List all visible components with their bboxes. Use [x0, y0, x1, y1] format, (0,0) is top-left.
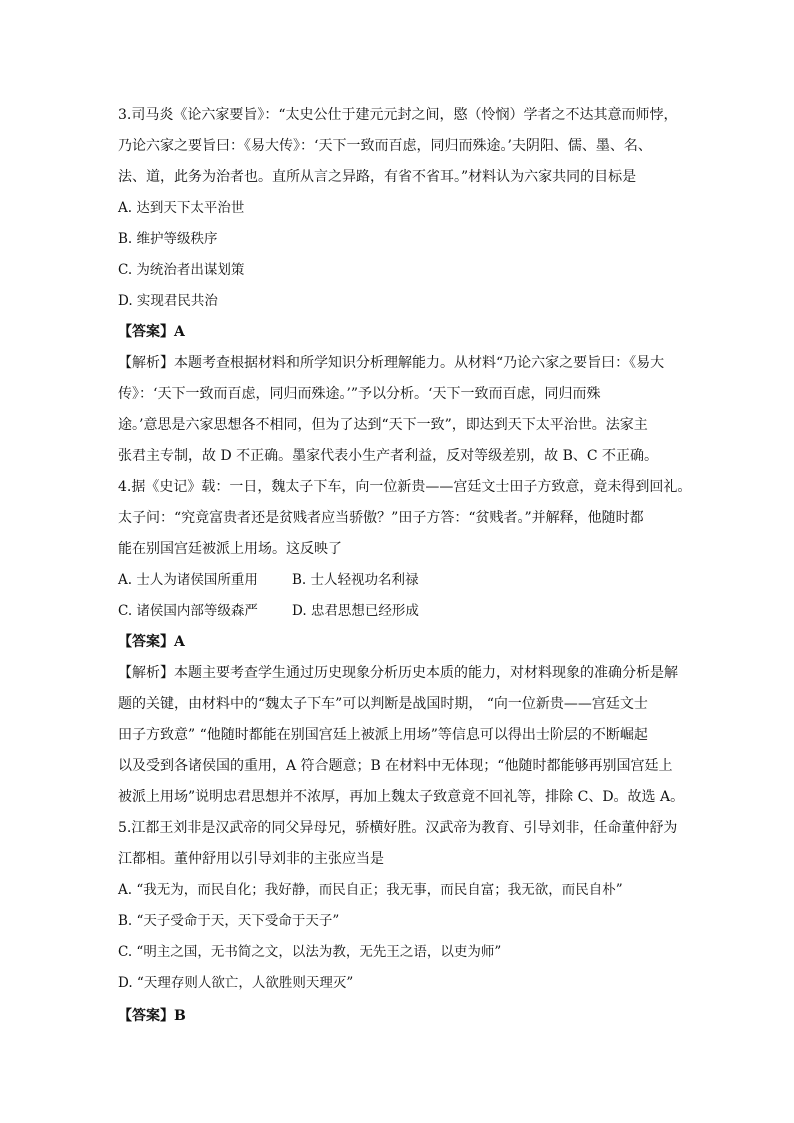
q3-analysis-line-4: 张君主专制，故 D 不正确。墨家代表小生产者利益，反对等级差别，故 B、C 不正确。: [118, 448, 659, 464]
q4-analysis-line-4: 以及受到各诸侯国的重用，A 符合题意；B 在材料中无体现；“他随时都能够再别国宫廷上: [118, 758, 673, 774]
q5-answer: 【答案】B: [118, 1008, 186, 1024]
q5-option-d: D. “天理存则人欲亡，人欲胜则天理灭”: [118, 975, 354, 991]
q4-analysis-line-3: 田子方致意” “他随时都能在别国宫廷上被派上用场”等信息可以得出士阶层的不断崛起: [118, 727, 648, 743]
q3-stem-line-3: 法、道，此务为治者也。直所从言之异路，有省不省耳。”材料认为六家共同的目标是: [118, 169, 637, 185]
q5-option-c: C. “明主之国，无书简之文，以法为教，无先王之语，以吏为师”: [118, 944, 502, 960]
q4-analysis-line-5: 被派上用场”说明忠君思想并不浓厚，再加上魏太子致意竟不回礼等，排除 C、D。故选 A。: [118, 789, 685, 805]
q4-option-b: B. 士人轻视功名利禄: [292, 572, 419, 588]
q5-stem-line-2: 江都相。董仲舒用以引导刘非的主张应当是: [118, 851, 384, 867]
q4-option-c: C. 诸侯国内部等级森严: [118, 603, 258, 619]
q4-answer: 【答案】A: [118, 634, 185, 650]
q5-option-b: B. “天子受命于天，天下受命于天子”: [118, 913, 340, 929]
q3-answer: 【答案】A: [118, 324, 185, 340]
q4-analysis-line-2: 题的关键，由材料中的“魏太子下车”可以判断是战国时期， “向一位新贵——宫廷文士: [118, 696, 648, 712]
q3-analysis-line-2: 传》：‘天下一致而百虑，同归而殊途。’”予以分析。‘天下一致而百虑，同归而殊: [118, 386, 601, 402]
q5-option-a: A. “我无为，而民自化；我好静，而民自正；我无事，而民自富；我无欲，而民自朴”: [118, 882, 623, 898]
q4-stem-line-3: 能在别国宫廷被派上用场。这反映了: [118, 541, 342, 557]
q3-stem-line-2: 乃论六家之要旨曰：《易大传》：‘天下一致而百虑，同归而殊途。’夫阴阳、儒、墨、名、: [118, 138, 652, 154]
q3-stem-line-1: 3.司马炎《论六家要旨》：“太史公仕于建元元封之间，愍（怜悯）学者之不达其意而师悖，: [118, 107, 678, 123]
q5-stem-line-1: 5.江都王刘非是汉武帝的同父异母兄，骄横好胜。汉武帝为教育、引导刘非，任命董仲舒为: [118, 820, 678, 836]
q4-option-a: A. 士人为诸侯国所重用: [118, 572, 258, 588]
q3-option-d: D. 实现君民共治: [118, 293, 218, 309]
q4-option-d: D. 忠君思想已经形成: [292, 603, 419, 619]
q3-option-c: C. 为统治者出谋划策: [118, 262, 245, 278]
q3-analysis-line-3: 途。’意思是六家思想各不相同，但为了达到“天下一致”，即达到天下太平治世。法家主: [118, 417, 648, 433]
q3-option-a: A. 达到天下太平治世: [118, 200, 245, 216]
q3-analysis-line-1: 【解析】本题考查根据材料和所学知识分析理解能力。从材料“乃论六家之要旨曰：《易大: [118, 355, 665, 371]
q4-analysis-line-1: 【解析】本题主要考查学生通过历史现象分析历史本质的能力，对材料现象的准确分析是解: [118, 665, 678, 681]
q4-stem-line-2: 太子问：“究竟富贵者还是贫贱者应当骄傲？”田子方答：“贫贱者。”并解释，他随时都: [118, 510, 644, 526]
q3-option-b: B. 维护等级秩序: [118, 231, 218, 247]
q4-stem-line-1: 4.据《史记》载：一日，魏太子下车，向一位新贵——宫廷文士田子方致意，竟未得到回礼。: [118, 479, 692, 495]
